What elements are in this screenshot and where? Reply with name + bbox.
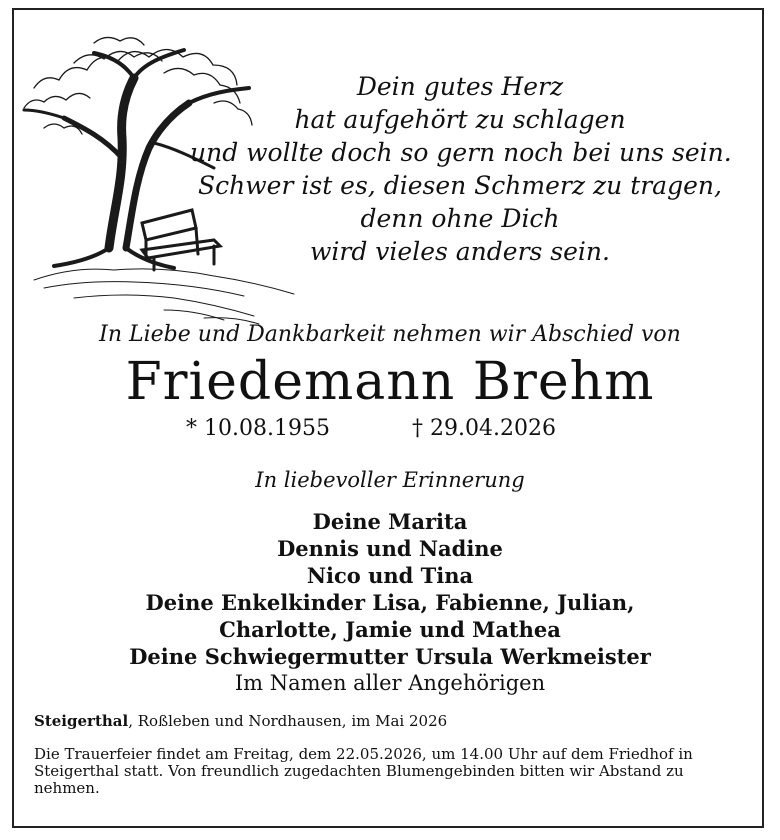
memory-line: In liebevoller Erinnerung xyxy=(255,468,525,492)
family-line: Charlotte, Jamie und Mathea xyxy=(219,617,561,642)
place-rest: , Roßleben und Nordhausen, im Mai 2026 xyxy=(128,712,448,730)
poem-line: Schwer ist es, diesen Schmerz zu tragen, xyxy=(198,171,722,200)
poem-line: denn ohne Dich xyxy=(360,204,560,233)
poem-line: und wollte doch so gern noch bei uns sein. xyxy=(190,138,732,167)
family-line: Dennis und Nadine xyxy=(277,536,503,561)
poem-line: hat aufgehört zu schlagen xyxy=(294,105,626,134)
family-line: Deine Enkelkinder Lisa, Fabienne, Julian, xyxy=(145,590,635,615)
poem-line: wird vieles anders sein. xyxy=(310,237,610,266)
family-list xyxy=(0,508,780,697)
place-date-line xyxy=(34,712,447,730)
farewell-intro: In Liebe und Dankbarkeit nehmen wir Abschied von xyxy=(99,322,681,347)
deceased-name: Friedemann Brehm xyxy=(125,352,655,412)
death-date: † 29.04.2026 xyxy=(412,416,556,441)
family-line: Nico und Tina xyxy=(306,563,474,588)
poem-line: Dein gutes Herz xyxy=(356,72,564,101)
family-line: Deine Marita xyxy=(312,509,468,534)
birth-date: * 10.08.1955 xyxy=(186,416,330,441)
funeral-notice: Die Trauerfeier findet am Freitag, dem 22.05.2026, um 14.00 Uhr auf dem Friedhof in Steigerthal statt. Von freundlich zugedachten Blumengebinden bitten wir Abstand zu nehmen. xyxy=(34,745,693,797)
poem xyxy=(190,70,730,268)
place-town: Steigerthal xyxy=(34,712,129,730)
family-line: Deine Schwiegermutter Ursula Werkmeister xyxy=(129,644,651,669)
family-closing: Im Namen aller Angehörigen xyxy=(234,671,546,695)
